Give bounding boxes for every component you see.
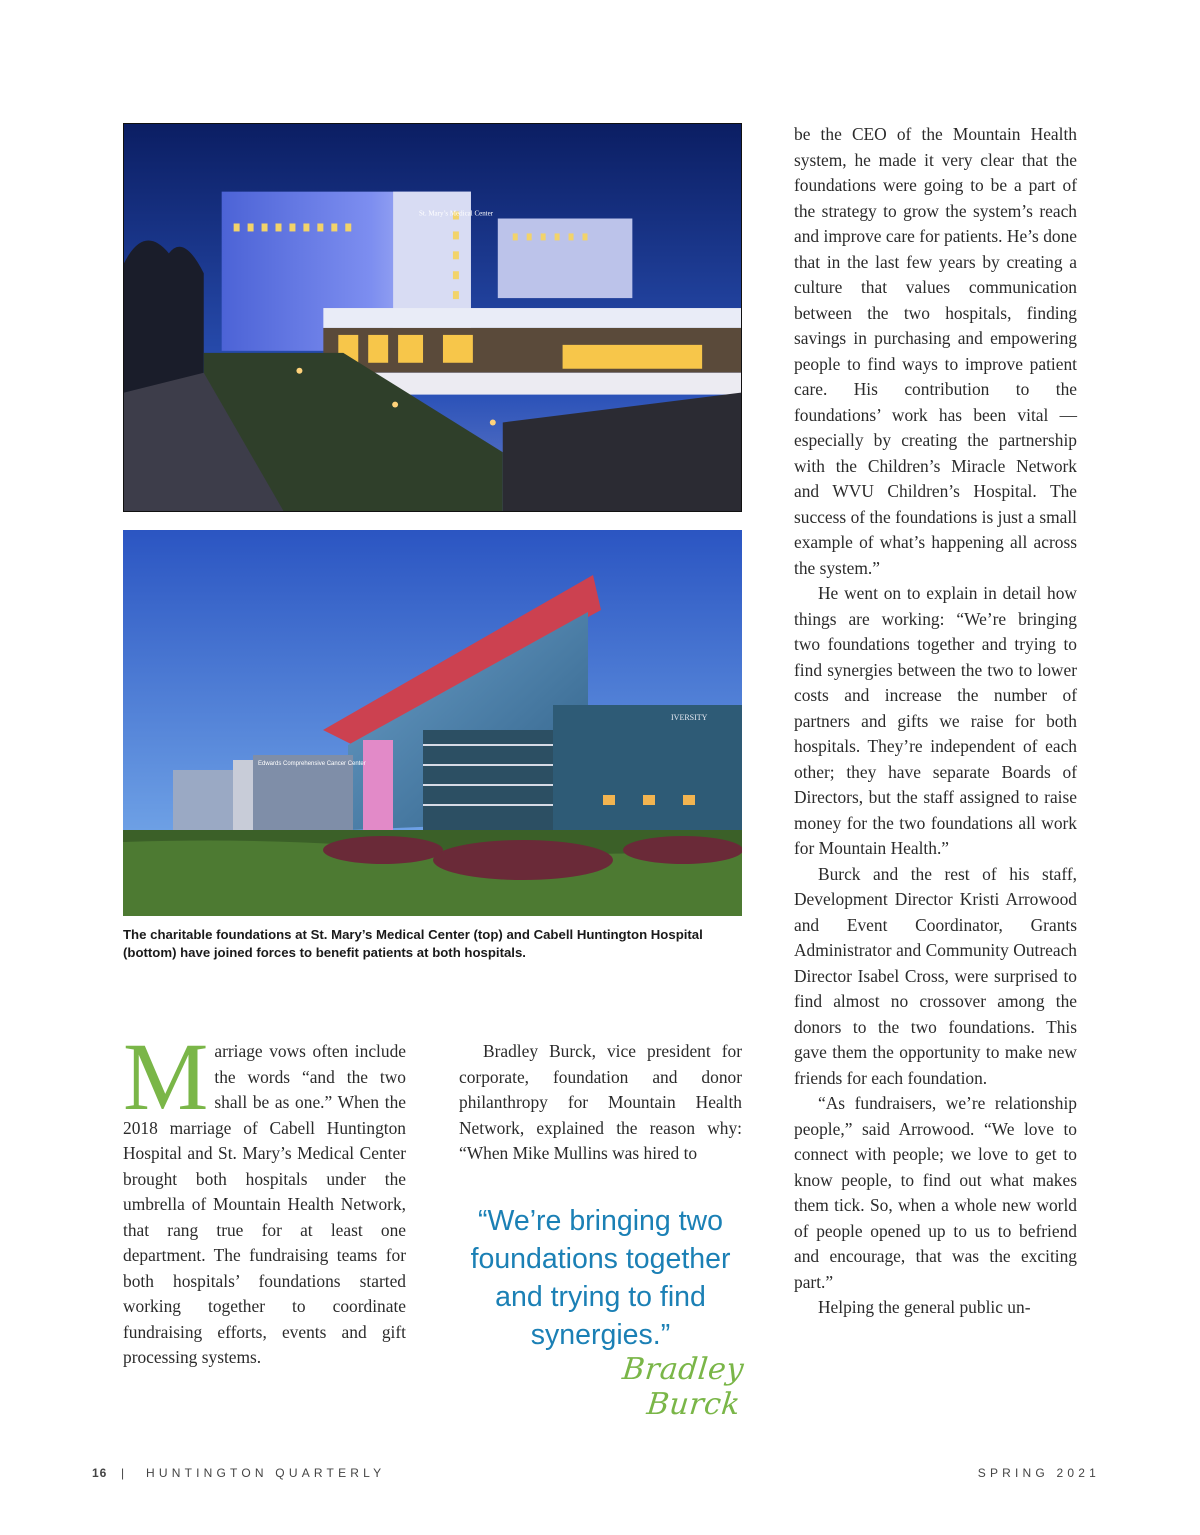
article-paragraph: be the CEO of the Mountain Health system, he made it very clear that the foundations were going to be a part of the strategy to grow the system’s reach and improve care for patients. He’s done that in the last few years by creating a culture that values communication between the two hospitals, finding savings in purchasing and empowering people to find ways to improve patient care. His contribution to the foundations’ work has been vital — especially by creating the partnership with the Children’s Miracle Network and WVU Children’s Hospital. The success of the foundations is just a small example of what’s happening all across the system.”	[794, 124, 1077, 578]
top-building-sign: St. Mary’s Medical Center	[419, 209, 494, 218]
photo-caption: The charitable foundations at St. Mary’s Medical Center (top) and Cabell Huntington Hospital (bottom) have joined forces to benefit patients at both hospitals.	[123, 927, 703, 960]
st-marys-medical-center-photo	[123, 123, 742, 512]
article-paragraph: He went on to explain in detail how things are working: “We’re bringing two foundations together and trying to find synergies between the two to lower costs and increase the number of partners and gifts we raise for both hospitals. They’re independent of each other; they have separate Boards of Directors, but the staff assigned to raise money for the two foundations all work for Mountain Health.”	[794, 583, 1077, 858]
article-column-2	[459, 1039, 742, 1167]
footer-separator: |	[121, 1466, 125, 1480]
col1-text: arriage vows often include the words “and the two shall be as one.” When the 2018 marriage of Cabell Huntington Hospital and St. Mary’s Medical Center brought both hospitals under the umbrella of Mountain Health Network, that rang true for at least one department. The fundraising teams for both hospitals’ foundations started working together to coordinate fundraising efforts, events and gift processing systems.	[123, 1041, 406, 1367]
bottom-building-sign: Edwards Comprehensive Cancer Center	[258, 761, 366, 767]
issue-date: SPRING 2021	[977, 1466, 1100, 1480]
university-sign: IVERSITY	[671, 713, 708, 722]
pull-quote: “We’re bringing two foundations together and trying to find synergies.”	[470, 1205, 731, 1351]
article-paragraph	[123, 1023, 406, 1371]
article-paragraph: Helping the general public un-	[818, 1297, 1031, 1317]
article-paragraph: “As fundraisers, we’re relationship people,” said Arrowood. “We love to connect with people; we love to get to know people, to find out what makes them tick. So, when a whole new world of people opened up to us to befriend and encourage, that was the exciting part.”	[794, 1093, 1077, 1292]
publication-name: HUNTINGTON QUARTERLY	[146, 1466, 386, 1480]
article-column-1	[123, 1023, 406, 1371]
pull-quote-author: Bradley Burck	[620, 1352, 746, 1422]
article-paragraph: Bradley Burck, vice president for corporate, foundation and donor philanthropy for Mountain Health Network, explained the reason why: “When Mike Mullins was hired to	[459, 1041, 742, 1163]
page-number: 16	[92, 1466, 108, 1480]
drop-cap: M	[123, 1023, 209, 1130]
cabell-huntington-hospital-photo	[123, 530, 742, 916]
article-paragraph: Burck and the rest of his staff, Development Director Kristi Arrowood and Event Coordinator, Grants Administrator and Community Outreach Director Isabel Cross, were surprised to find almost no crossover among the donors to the two foundations. This gave them the opportunity to make new friends for each foundation.	[794, 863, 1077, 1088]
article-column-3	[794, 122, 1077, 1321]
